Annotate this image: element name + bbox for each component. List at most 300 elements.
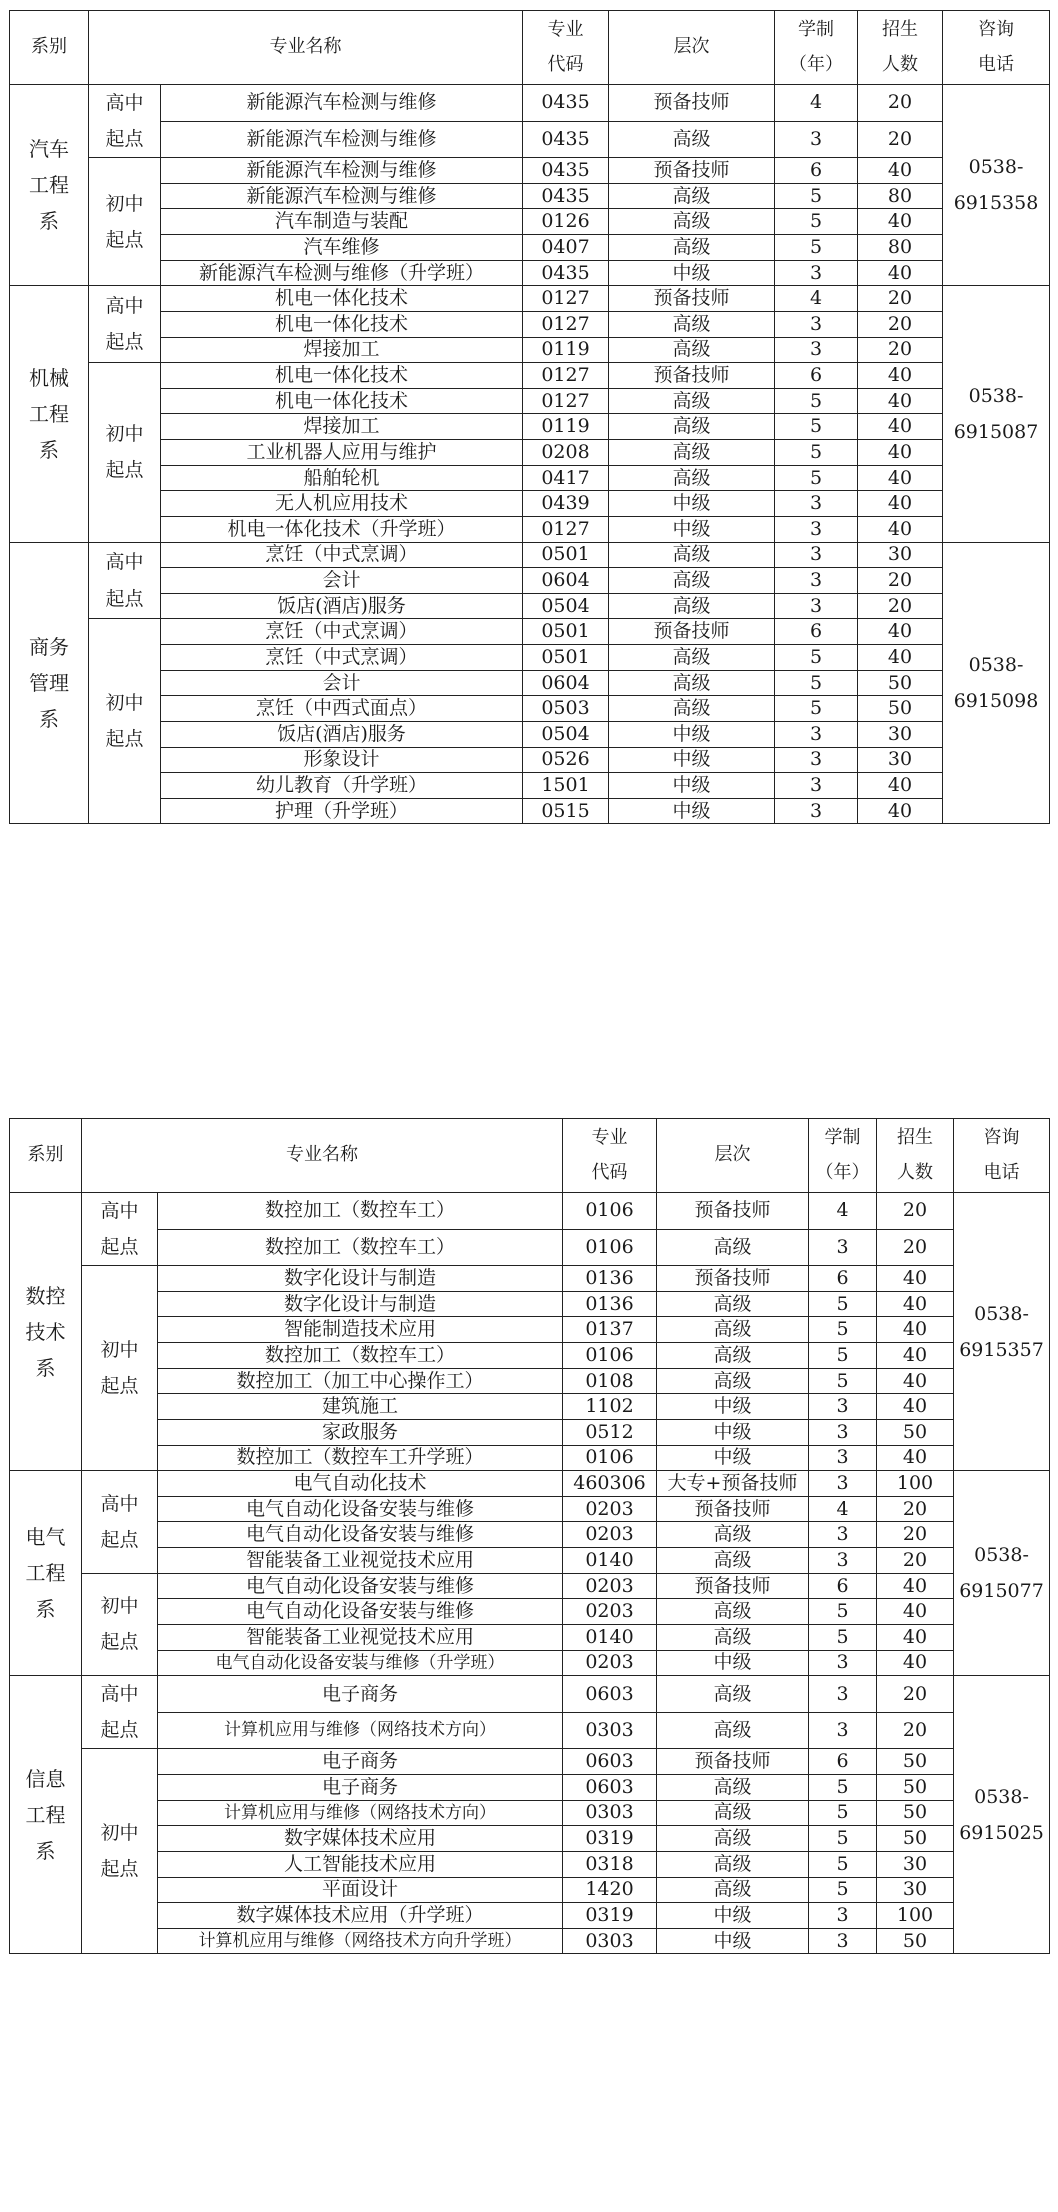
major-name-cell: 会计 xyxy=(161,568,523,594)
table-row xyxy=(10,388,1050,414)
years-cell: 5 xyxy=(775,465,858,491)
entry-level-cell: 初中 起点 xyxy=(89,619,161,824)
entry-level-cell: 高中 起点 xyxy=(89,286,161,363)
dept-name-cell: 汽车 工程 系 xyxy=(10,85,89,286)
years-cell: 3 xyxy=(809,1522,877,1548)
table-row xyxy=(10,568,1050,594)
quota-cell: 40 xyxy=(858,619,943,645)
major-name-cell: 饭店(酒店)服务 xyxy=(161,721,523,747)
table-row xyxy=(10,1522,1050,1548)
major-code-cell: 0126 xyxy=(523,209,609,235)
major-code-cell: 0303 xyxy=(563,1928,657,1954)
major-name-cell: 计算机应用与维修（网络技术方向升学班） xyxy=(158,1928,563,1954)
major-name-cell: 机电一体化技术 xyxy=(161,363,523,389)
quota-cell: 20 xyxy=(858,593,943,619)
level-cell: 高级 xyxy=(657,1624,809,1650)
quota-cell: 20 xyxy=(877,1229,954,1266)
header-major: 专业名称 xyxy=(89,11,523,85)
major-code-cell: 0119 xyxy=(523,337,609,363)
years-cell: 5 xyxy=(809,1826,877,1852)
level-cell: 高级 xyxy=(609,465,775,491)
major-code-cell: 0512 xyxy=(563,1419,657,1445)
years-cell: 5 xyxy=(775,235,858,261)
quota-cell: 40 xyxy=(858,388,943,414)
level-cell: 高级 xyxy=(657,1826,809,1852)
major-code-cell: 0417 xyxy=(523,465,609,491)
quota-cell: 50 xyxy=(858,696,943,722)
major-name-cell: 会计 xyxy=(161,670,523,696)
level-cell: 预备技师 xyxy=(609,619,775,645)
entry-level-cell: 初中 起点 xyxy=(82,1749,158,1954)
table-row xyxy=(10,1548,1050,1574)
table-row xyxy=(10,1343,1050,1369)
years-cell: 5 xyxy=(809,1775,877,1801)
level-cell: 中级 xyxy=(609,516,775,542)
years-cell: 3 xyxy=(809,1419,877,1445)
level-cell: 高级 xyxy=(657,1317,809,1343)
table-row xyxy=(10,1624,1050,1650)
level-cell: 高级 xyxy=(657,1343,809,1369)
table-row xyxy=(10,1496,1050,1522)
major-code-cell: 0603 xyxy=(563,1749,657,1775)
table-row xyxy=(10,1676,1050,1713)
years-cell: 6 xyxy=(809,1749,877,1775)
years-cell: 6 xyxy=(809,1573,877,1599)
major-name-cell: 数控加工（数控车工） xyxy=(158,1229,563,1266)
major-code-cell: 0106 xyxy=(563,1445,657,1471)
major-name-cell: 机电一体化技术 xyxy=(161,311,523,337)
table-row xyxy=(10,440,1050,466)
quota-cell: 40 xyxy=(858,260,943,286)
table-row xyxy=(10,1368,1050,1394)
years-cell: 3 xyxy=(809,1394,877,1420)
years-cell: 5 xyxy=(809,1624,877,1650)
years-cell: 3 xyxy=(775,542,858,568)
table-row xyxy=(10,1650,1050,1676)
major-name-cell: 形象设计 xyxy=(161,747,523,773)
header-dept: 系别 xyxy=(10,1119,82,1193)
level-cell: 预备技师 xyxy=(609,363,775,389)
major-name-cell: 焊接加工 xyxy=(161,337,523,363)
years-cell: 4 xyxy=(775,286,858,312)
quota-cell: 40 xyxy=(877,1599,954,1625)
major-code-cell: 0435 xyxy=(523,85,609,122)
major-code-cell: 0203 xyxy=(563,1599,657,1625)
quota-cell: 40 xyxy=(877,1624,954,1650)
major-name-cell: 无人机应用技术 xyxy=(161,491,523,517)
major-code-cell: 0127 xyxy=(523,286,609,312)
major-name-cell: 船舶轮机 xyxy=(161,465,523,491)
quota-cell: 40 xyxy=(858,798,943,824)
years-cell: 3 xyxy=(775,721,858,747)
level-cell: 高级 xyxy=(609,440,775,466)
years-cell: 3 xyxy=(775,747,858,773)
level-cell: 中级 xyxy=(609,491,775,517)
major-code-cell: 0504 xyxy=(523,593,609,619)
major-code-cell: 0303 xyxy=(563,1800,657,1826)
quota-cell: 30 xyxy=(858,721,943,747)
table-row xyxy=(10,85,1050,122)
quota-cell: 50 xyxy=(877,1826,954,1852)
level-cell: 高级 xyxy=(609,337,775,363)
major-name-cell: 数控加工（加工中心操作工） xyxy=(158,1368,563,1394)
level-cell: 高级 xyxy=(609,121,775,158)
level-cell: 高级 xyxy=(657,1676,809,1713)
level-cell: 中级 xyxy=(657,1903,809,1929)
table-row xyxy=(10,209,1050,235)
major-code-cell: 0435 xyxy=(523,121,609,158)
header-row xyxy=(10,1119,1050,1193)
quota-cell: 40 xyxy=(858,645,943,671)
years-cell: 3 xyxy=(775,260,858,286)
quota-cell: 20 xyxy=(877,1712,954,1749)
major-code-cell: 0319 xyxy=(563,1826,657,1852)
major-name-cell: 电气自动化设备安装与维修 xyxy=(158,1522,563,1548)
level-cell: 高级 xyxy=(609,568,775,594)
level-cell: 预备技师 xyxy=(657,1496,809,1522)
dept-name-cell: 信息 工程 系 xyxy=(10,1676,82,1954)
phone-cell: 0538- 6915087 xyxy=(943,286,1050,542)
years-cell: 5 xyxy=(809,1851,877,1877)
level-cell: 预备技师 xyxy=(609,286,775,312)
enrollment-table-2 xyxy=(9,1118,1050,1954)
years-cell: 6 xyxy=(809,1266,877,1292)
header-level: 层次 xyxy=(609,11,775,85)
table-row xyxy=(10,1419,1050,1445)
years-cell: 4 xyxy=(775,85,858,122)
quota-cell: 40 xyxy=(877,1650,954,1676)
years-cell: 4 xyxy=(809,1496,877,1522)
quota-cell: 30 xyxy=(877,1851,954,1877)
level-cell: 中级 xyxy=(609,798,775,824)
header-code: 专业 代码 xyxy=(523,11,609,85)
major-name-cell: 数控加工（数控车工） xyxy=(158,1343,563,1369)
table-row xyxy=(10,1471,1050,1497)
quota-cell: 20 xyxy=(858,85,943,122)
quota-cell: 40 xyxy=(877,1394,954,1420)
quota-cell: 20 xyxy=(877,1548,954,1574)
major-code-cell: 0137 xyxy=(563,1317,657,1343)
table-row xyxy=(10,121,1050,158)
major-code-cell: 0603 xyxy=(563,1775,657,1801)
quota-cell: 100 xyxy=(877,1903,954,1929)
level-cell: 高级 xyxy=(657,1775,809,1801)
years-cell: 5 xyxy=(775,696,858,722)
table-row xyxy=(10,1445,1050,1471)
years-cell: 3 xyxy=(775,773,858,799)
table-row xyxy=(10,1903,1050,1929)
major-name-cell: 电气自动化技术 xyxy=(158,1471,563,1497)
header-quota: 招生 人数 xyxy=(877,1119,954,1193)
major-code-cell: 0140 xyxy=(563,1624,657,1650)
level-cell: 高级 xyxy=(657,1800,809,1826)
dept-name-cell: 电气 工程 系 xyxy=(10,1471,82,1676)
table-row xyxy=(10,1800,1050,1826)
major-name-cell: 幼儿教育（升学班） xyxy=(161,773,523,799)
table-row xyxy=(10,798,1050,824)
major-name-cell: 烹饪（中西式面点） xyxy=(161,696,523,722)
major-code-cell: 0136 xyxy=(563,1266,657,1292)
major-code-cell: 0407 xyxy=(523,235,609,261)
table-row xyxy=(10,1266,1050,1292)
years-cell: 3 xyxy=(809,1548,877,1574)
years-cell: 5 xyxy=(775,414,858,440)
table-row xyxy=(10,1394,1050,1420)
table-row xyxy=(10,1749,1050,1775)
header-quota: 招生 人数 xyxy=(858,11,943,85)
level-cell: 高级 xyxy=(609,696,775,722)
phone-cell: 0538- 6915077 xyxy=(954,1471,1050,1676)
table-row xyxy=(10,465,1050,491)
quota-cell: 50 xyxy=(858,670,943,696)
years-cell: 3 xyxy=(809,1471,877,1497)
quota-cell: 80 xyxy=(858,235,943,261)
major-name-cell: 新能源汽车检测与维修 xyxy=(161,121,523,158)
table-row xyxy=(10,183,1050,209)
major-name-cell: 焊接加工 xyxy=(161,414,523,440)
level-cell: 预备技师 xyxy=(657,1573,809,1599)
table-row xyxy=(10,491,1050,517)
quota-cell: 40 xyxy=(877,1368,954,1394)
major-code-cell: 0127 xyxy=(523,388,609,414)
years-cell: 3 xyxy=(775,491,858,517)
quota-cell: 20 xyxy=(877,1193,954,1230)
major-name-cell: 人工智能技术应用 xyxy=(158,1851,563,1877)
table-row xyxy=(10,1291,1050,1317)
major-name-cell: 智能装备工业视觉技术应用 xyxy=(158,1624,563,1650)
years-cell: 6 xyxy=(775,363,858,389)
level-cell: 中级 xyxy=(609,773,775,799)
level-cell: 大专+预备技师 xyxy=(657,1471,809,1497)
major-name-cell: 数字化设计与制造 xyxy=(158,1266,563,1292)
entry-level-cell: 高中 起点 xyxy=(82,1193,158,1266)
years-cell: 3 xyxy=(775,311,858,337)
years-cell: 3 xyxy=(775,798,858,824)
level-cell: 预备技师 xyxy=(657,1193,809,1230)
header-dept: 系别 xyxy=(10,11,89,85)
header-phone: 咨询 电话 xyxy=(954,1119,1050,1193)
major-name-cell: 电子商务 xyxy=(158,1676,563,1713)
quota-cell: 40 xyxy=(858,773,943,799)
major-code-cell: 0501 xyxy=(523,645,609,671)
quota-cell: 20 xyxy=(877,1522,954,1548)
years-cell: 5 xyxy=(809,1599,877,1625)
years-cell: 5 xyxy=(775,645,858,671)
years-cell: 3 xyxy=(775,121,858,158)
header-years: 学制 （年） xyxy=(809,1119,877,1193)
quota-cell: 40 xyxy=(877,1573,954,1599)
table-row xyxy=(10,1826,1050,1852)
major-name-cell: 数控加工（数控车工） xyxy=(158,1193,563,1230)
table-row xyxy=(10,1712,1050,1749)
quota-cell: 40 xyxy=(858,516,943,542)
major-name-cell: 新能源汽车检测与维修 xyxy=(161,158,523,184)
entry-level-cell: 高中 起点 xyxy=(89,542,161,619)
years-cell: 5 xyxy=(775,183,858,209)
major-name-cell: 新能源汽车检测与维修（升学班） xyxy=(161,260,523,286)
level-cell: 高级 xyxy=(609,670,775,696)
major-code-cell: 0435 xyxy=(523,183,609,209)
years-cell: 5 xyxy=(775,440,858,466)
major-name-cell: 电气自动化设备安装与维修 xyxy=(158,1496,563,1522)
years-cell: 3 xyxy=(809,1928,877,1954)
table-row xyxy=(10,542,1050,568)
level-cell: 高级 xyxy=(657,1851,809,1877)
table-row xyxy=(10,337,1050,363)
major-name-cell: 家政服务 xyxy=(158,1419,563,1445)
header-code: 专业 代码 xyxy=(563,1119,657,1193)
major-name-cell: 电子商务 xyxy=(158,1749,563,1775)
major-name-cell: 机电一体化技术 xyxy=(161,286,523,312)
years-cell: 5 xyxy=(809,1317,877,1343)
major-name-cell: 数字媒体技术应用（升学班） xyxy=(158,1903,563,1929)
major-code-cell: 0439 xyxy=(523,491,609,517)
years-cell: 6 xyxy=(775,158,858,184)
years-cell: 3 xyxy=(809,1445,877,1471)
level-cell: 高级 xyxy=(657,1548,809,1574)
major-code-cell: 0435 xyxy=(523,158,609,184)
quota-cell: 50 xyxy=(877,1749,954,1775)
quota-cell: 20 xyxy=(877,1676,954,1713)
table-row xyxy=(10,1599,1050,1625)
years-cell: 5 xyxy=(775,670,858,696)
major-code-cell: 0501 xyxy=(523,619,609,645)
level-cell: 中级 xyxy=(657,1445,809,1471)
table-row xyxy=(10,363,1050,389)
quota-cell: 30 xyxy=(858,542,943,568)
table-row xyxy=(10,1877,1050,1903)
table-row xyxy=(10,516,1050,542)
level-cell: 预备技师 xyxy=(609,85,775,122)
quota-cell: 40 xyxy=(858,158,943,184)
major-name-cell: 烹饪（中式烹调） xyxy=(161,619,523,645)
phone-cell: 0538- 6915025 xyxy=(954,1676,1050,1954)
quota-cell: 50 xyxy=(877,1419,954,1445)
level-cell: 中级 xyxy=(657,1928,809,1954)
level-cell: 中级 xyxy=(609,747,775,773)
major-name-cell: 护理（升学班） xyxy=(161,798,523,824)
quota-cell: 30 xyxy=(877,1877,954,1903)
major-name-cell: 电气自动化设备安装与维修 xyxy=(158,1573,563,1599)
quota-cell: 40 xyxy=(877,1343,954,1369)
level-cell: 高级 xyxy=(609,235,775,261)
table-row xyxy=(10,1851,1050,1877)
major-name-cell: 建筑施工 xyxy=(158,1394,563,1420)
dept-name-cell: 商务 管理 系 xyxy=(10,542,89,824)
level-cell: 中级 xyxy=(657,1650,809,1676)
major-code-cell: 1420 xyxy=(563,1877,657,1903)
major-code-cell: 0203 xyxy=(563,1522,657,1548)
quota-cell: 40 xyxy=(858,465,943,491)
dept-name-cell: 机械 工程 系 xyxy=(10,286,89,542)
major-name-cell: 智能装备工业视觉技术应用 xyxy=(158,1548,563,1574)
quota-cell: 20 xyxy=(858,286,943,312)
level-cell: 中级 xyxy=(657,1394,809,1420)
major-code-cell: 0526 xyxy=(523,747,609,773)
years-cell: 3 xyxy=(775,593,858,619)
level-cell: 高级 xyxy=(657,1229,809,1266)
table-row xyxy=(10,645,1050,671)
level-cell: 高级 xyxy=(609,645,775,671)
table-row xyxy=(10,670,1050,696)
major-name-cell: 工业机器人应用与维护 xyxy=(161,440,523,466)
years-cell: 5 xyxy=(775,388,858,414)
level-cell: 中级 xyxy=(657,1419,809,1445)
major-name-cell: 计算机应用与维修（网络技术方向） xyxy=(158,1800,563,1826)
years-cell: 3 xyxy=(775,337,858,363)
quota-cell: 40 xyxy=(877,1291,954,1317)
quota-cell: 40 xyxy=(877,1317,954,1343)
table-row xyxy=(10,286,1050,312)
major-name-cell: 烹饪（中式烹调） xyxy=(161,542,523,568)
header-level: 层次 xyxy=(657,1119,809,1193)
table-row xyxy=(10,593,1050,619)
entry-level-cell: 高中 起点 xyxy=(82,1471,158,1574)
major-code-cell: 0106 xyxy=(563,1343,657,1369)
quota-cell: 50 xyxy=(877,1928,954,1954)
major-name-cell: 电气自动化设备安装与维修（升学班） xyxy=(158,1650,563,1676)
major-code-cell: 0108 xyxy=(563,1368,657,1394)
major-code-cell: 0140 xyxy=(563,1548,657,1574)
major-code-cell: 0127 xyxy=(523,363,609,389)
years-cell: 3 xyxy=(809,1903,877,1929)
header-phone: 咨询 电话 xyxy=(943,11,1050,85)
table-row xyxy=(10,1229,1050,1266)
major-name-cell: 电气自动化设备安装与维修 xyxy=(158,1599,563,1625)
level-cell: 高级 xyxy=(657,1712,809,1749)
level-cell: 高级 xyxy=(609,388,775,414)
entry-level-cell: 初中 起点 xyxy=(82,1573,158,1676)
years-cell: 5 xyxy=(775,209,858,235)
major-name-cell: 平面设计 xyxy=(158,1877,563,1903)
major-code-cell: 460306 xyxy=(563,1471,657,1497)
header-row xyxy=(10,11,1050,85)
quota-cell: 30 xyxy=(858,747,943,773)
header-major: 专业名称 xyxy=(82,1119,563,1193)
level-cell: 高级 xyxy=(657,1522,809,1548)
quota-cell: 40 xyxy=(858,363,943,389)
major-code-cell: 0604 xyxy=(523,670,609,696)
major-code-cell: 0106 xyxy=(563,1229,657,1266)
phone-cell: 0538- 6915357 xyxy=(954,1193,1050,1471)
level-cell: 高级 xyxy=(609,542,775,568)
enrollment-table-1 xyxy=(9,10,1050,824)
major-name-cell: 数字化设计与制造 xyxy=(158,1291,563,1317)
quota-cell: 20 xyxy=(858,337,943,363)
years-cell: 3 xyxy=(809,1676,877,1713)
major-code-cell: 0318 xyxy=(563,1851,657,1877)
major-code-cell: 0203 xyxy=(563,1496,657,1522)
years-cell: 6 xyxy=(775,619,858,645)
quota-cell: 40 xyxy=(877,1445,954,1471)
table-row xyxy=(10,1193,1050,1230)
quota-cell: 20 xyxy=(858,121,943,158)
table-row xyxy=(10,1928,1050,1954)
major-name-cell: 计算机应用与维修（网络技术方向） xyxy=(158,1712,563,1749)
years-cell: 5 xyxy=(809,1877,877,1903)
major-name-cell: 汽车制造与装配 xyxy=(161,209,523,235)
level-cell: 预备技师 xyxy=(657,1266,809,1292)
years-cell: 3 xyxy=(809,1650,877,1676)
major-code-cell: 0501 xyxy=(523,542,609,568)
level-cell: 中级 xyxy=(609,721,775,747)
entry-level-cell: 初中 起点 xyxy=(82,1266,158,1471)
years-cell: 3 xyxy=(775,516,858,542)
major-name-cell: 烹饪（中式烹调） xyxy=(161,645,523,671)
table-row xyxy=(10,1573,1050,1599)
major-code-cell: 0604 xyxy=(523,568,609,594)
phone-cell: 0538- 6915098 xyxy=(943,542,1050,824)
